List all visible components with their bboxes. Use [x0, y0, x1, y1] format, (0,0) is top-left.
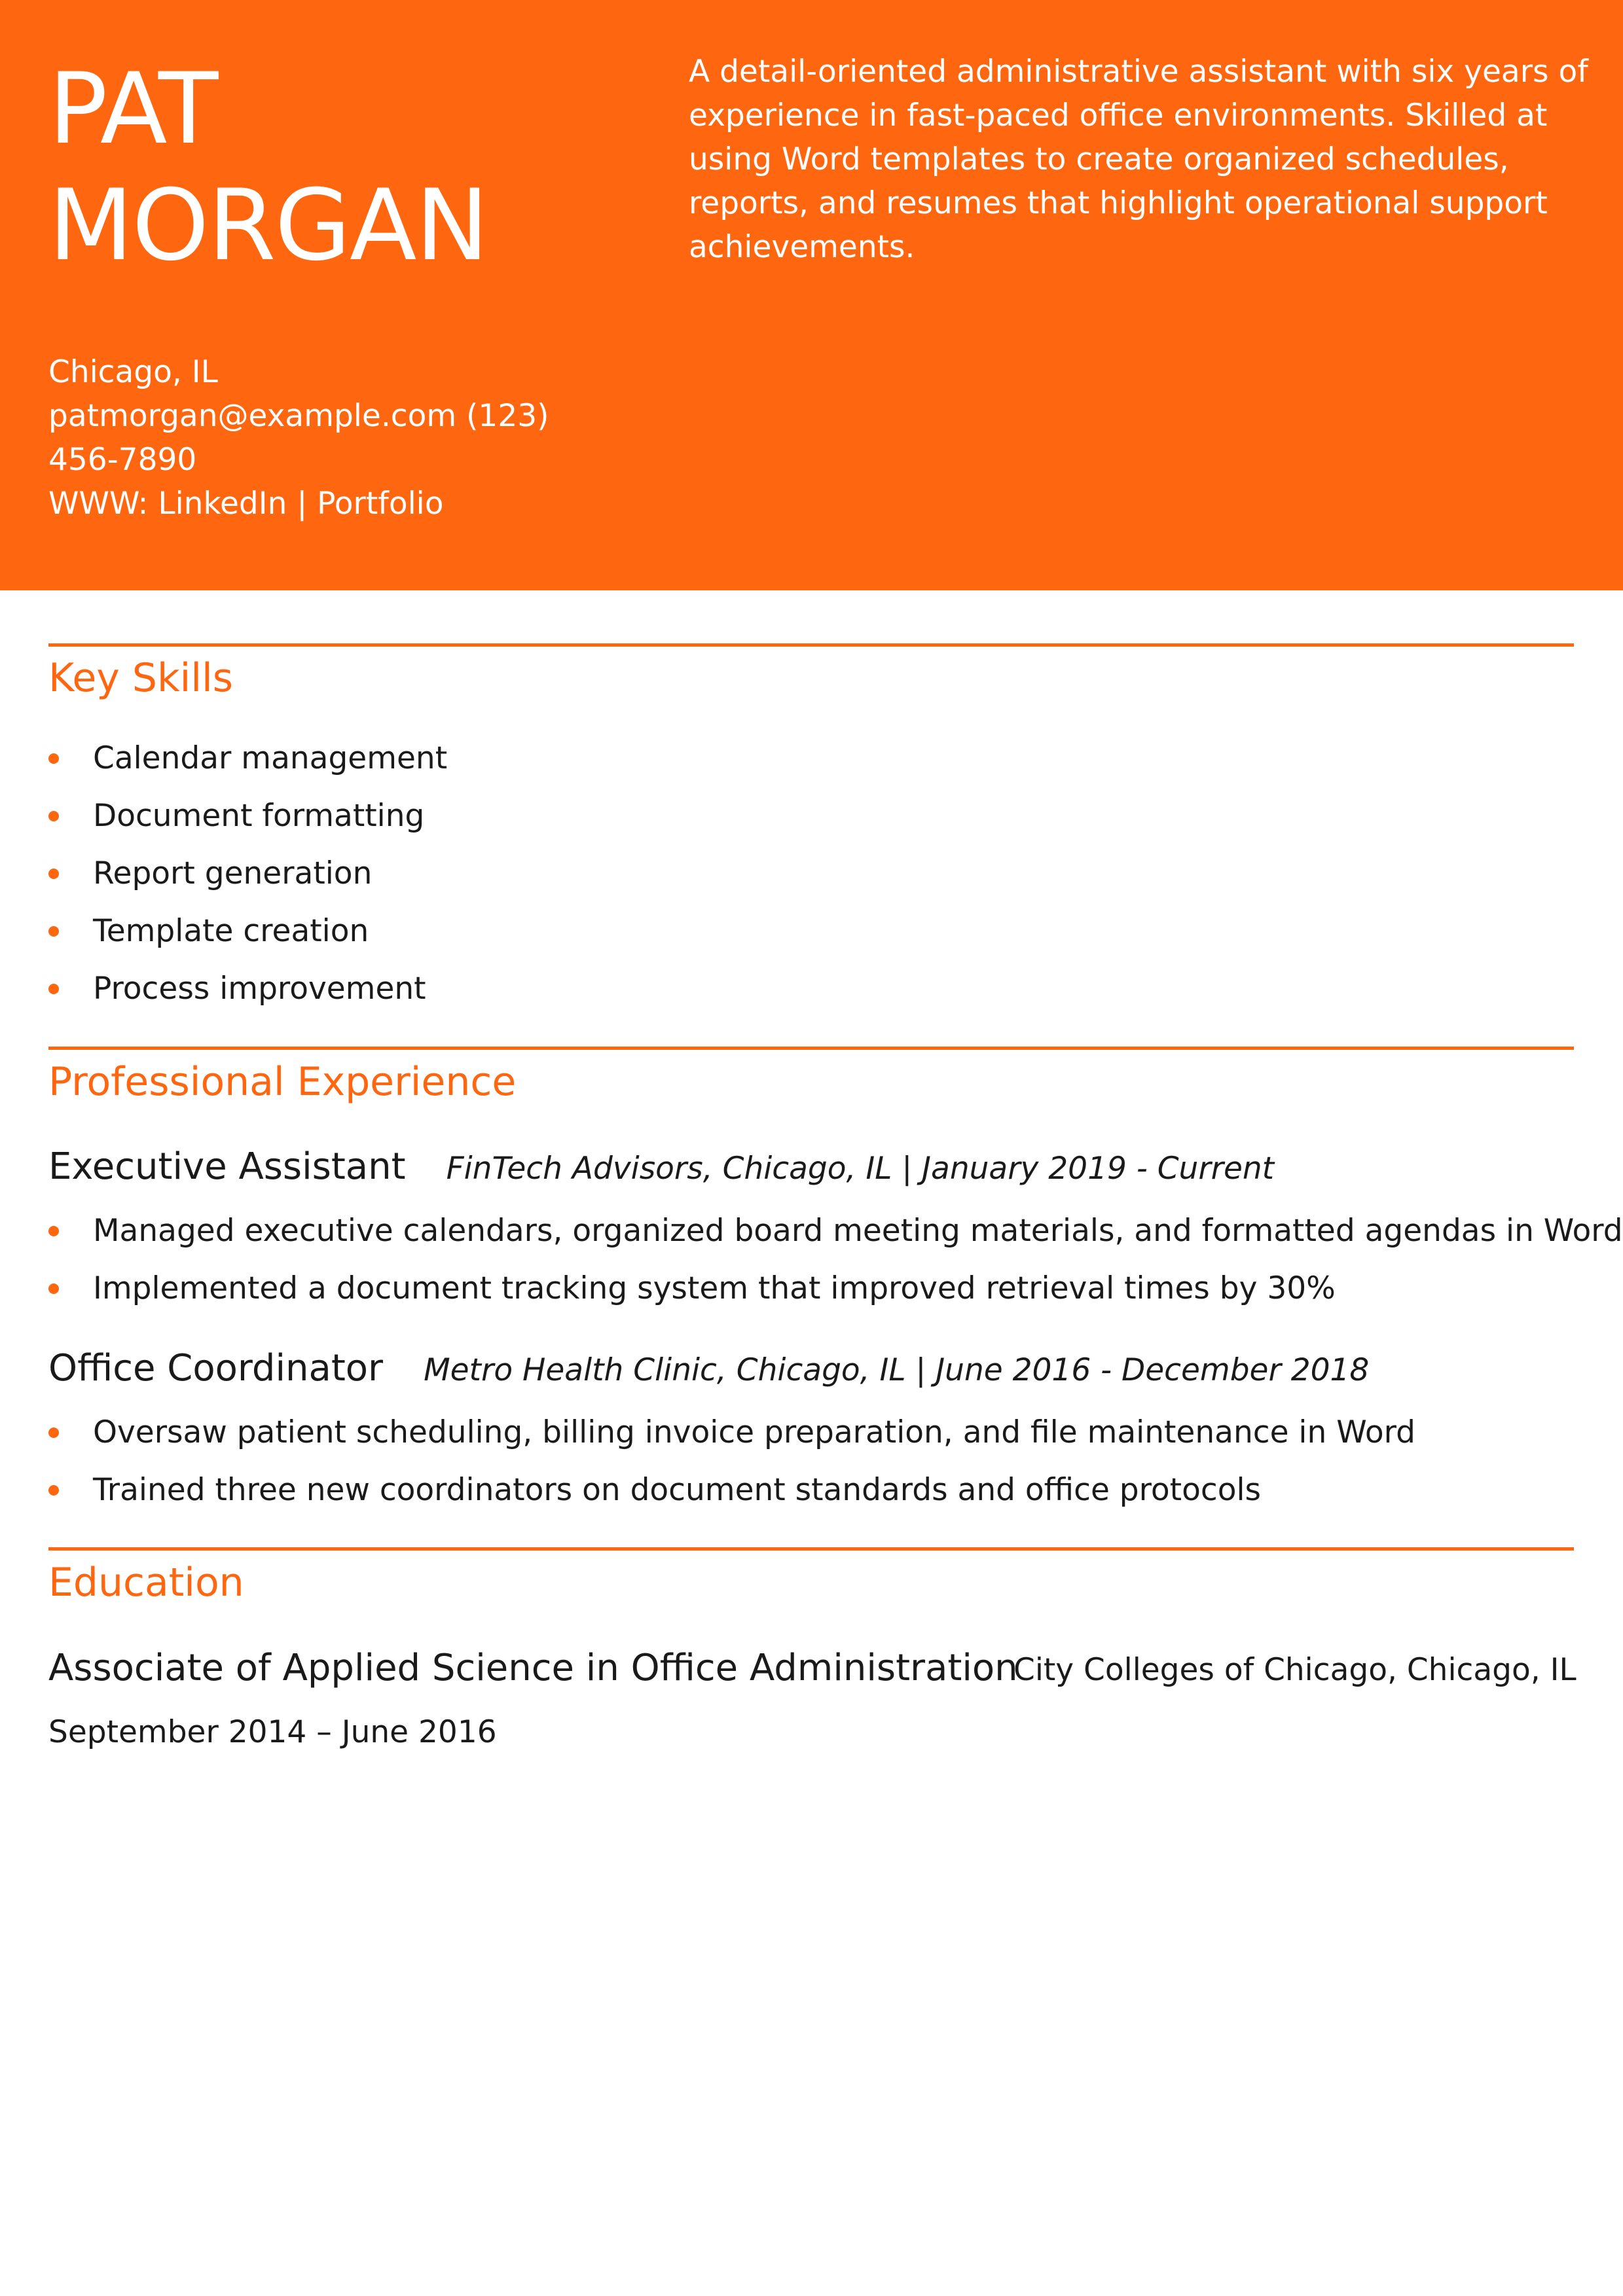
bullet-dot — [48, 984, 59, 994]
list-item: Process improvement — [48, 960, 447, 1018]
bullet-dot — [48, 869, 59, 879]
list-item: Trained three new coordinators on document standards and office protocols — [48, 1462, 1415, 1519]
skills-list — [48, 730, 447, 1018]
job-title: Executive Assistant — [48, 1145, 406, 1188]
name-first: PAT — [48, 52, 217, 166]
bullet-dot — [48, 1226, 59, 1236]
contact-email-phone[interactable]: patmorgan@example.com (123) — [48, 398, 549, 434]
job-header — [48, 1141, 1274, 1195]
section-title-experience: Professional Experience — [48, 1059, 517, 1105]
list-item: Managed executive calendars, organized board meeting materials, and formatted agendas in Word — [48, 1202, 1623, 1260]
job-meta: FinTech Advisors, Chicago, IL | January 2019 - Current — [446, 1151, 1275, 1187]
bullet-dot — [48, 811, 59, 821]
profile-summary: A detail-oriented administrative assistant with six years of experience in fast-paced office environments. Skilled at using Word templates to create organized schedules, reports, and resumes that highlight operational support achievements. — [689, 54, 1588, 265]
job-title: Office Coordinator — [48, 1347, 384, 1390]
job-bullets — [48, 1404, 1415, 1519]
job-meta: Metro Health Clinic, Chicago, IL | June 2016 - December 2018 — [424, 1352, 1370, 1388]
bullet-dot — [48, 1427, 59, 1438]
header-banner — [0, 0, 1623, 590]
education-school: City Colleges of Chicago, Chicago, IL — [1013, 1652, 1577, 1688]
job-bullets — [48, 1202, 1623, 1318]
bullet-dot — [48, 1485, 59, 1496]
name-last: MORGAN — [48, 169, 488, 283]
section-divider — [48, 643, 1574, 647]
list-item: Template creation — [48, 903, 447, 960]
contact-phone: 456-7890 — [48, 442, 197, 478]
list-item: Oversaw patient scheduling, billing invoice preparation, and file maintenance in Word — [48, 1404, 1415, 1462]
job-header — [48, 1342, 1369, 1397]
section-divider — [48, 1547, 1574, 1551]
list-item: Document formatting — [48, 787, 447, 845]
contact-links[interactable]: WWW: LinkedIn | Portfolio — [48, 486, 444, 522]
bullet-dot — [48, 1283, 59, 1294]
bullet-dot — [48, 926, 59, 937]
list-item: Report generation — [48, 845, 447, 903]
list-item: Implemented a document tracking system that improved retrieval times by 30% — [48, 1260, 1623, 1318]
section-title-education: Education — [48, 1560, 244, 1605]
candidate-name — [48, 51, 488, 284]
section-divider — [48, 1047, 1574, 1050]
section-title-skills: Key Skills — [48, 655, 233, 701]
contact-block — [48, 350, 549, 526]
contact-location: Chicago, IL — [48, 354, 218, 390]
education-dates: September 2014 – June 2016 — [48, 1714, 497, 1750]
education-degree: Associate of Applied Science in Office Administration — [48, 1647, 1018, 1689]
bullet-dot — [48, 753, 59, 764]
list-item: Calendar management — [48, 730, 447, 787]
